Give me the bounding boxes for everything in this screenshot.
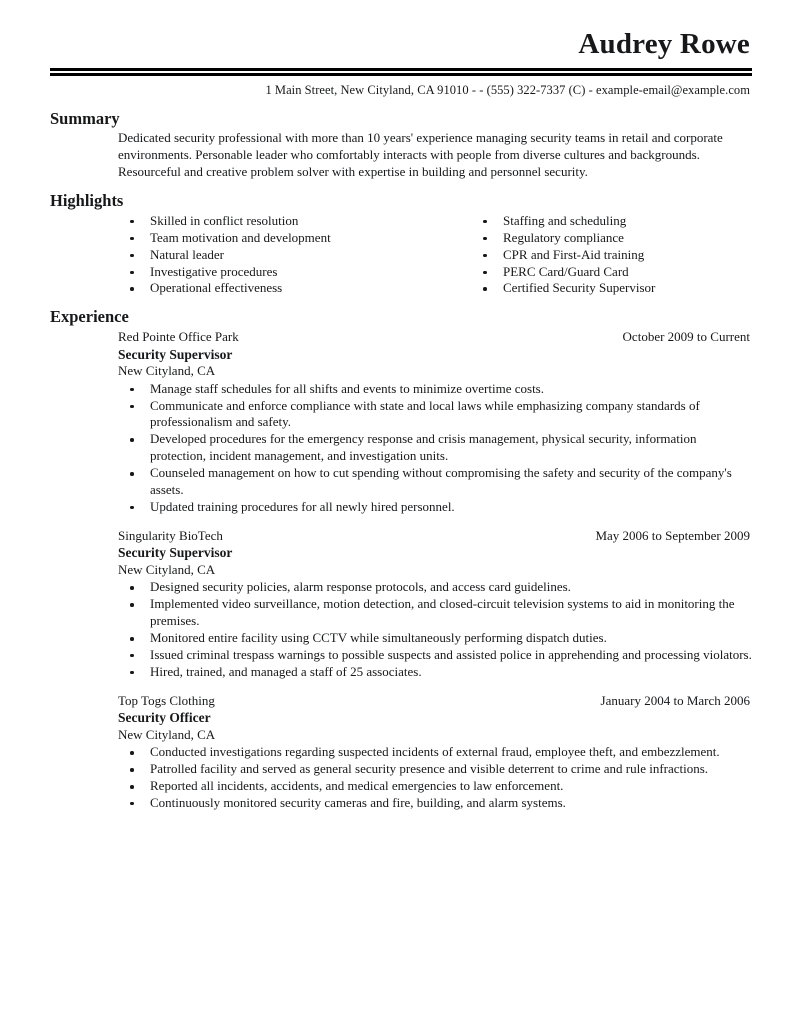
summary-section — [50, 109, 752, 181]
experience-entry-topline — [118, 528, 752, 545]
highlights-section — [50, 191, 752, 297]
responsibility-list — [118, 381, 752, 516]
job-location: New Cityland, CA — [118, 363, 216, 378]
job-title: Security Supervisor — [118, 346, 233, 362]
highlights-column-right — [435, 213, 752, 297]
highlights-body — [50, 213, 752, 297]
list-item: Reported all incidents, accidents, and medical emergencies to law enforcement. — [118, 778, 752, 795]
list-item: PERC Card/Guard Card — [471, 264, 752, 281]
list-item: Monitored entire facility using CCTV while simultaneously performing dispatch duties. — [118, 630, 752, 647]
summary-text: Dedicated security professional with more than 10 years' experience managing security teams in retail and corporate environments. Personable leader who comfortably interacts with people from diverse cultures and backgrounds. Resourceful and creative problem solver with expertise in building and personnel security. — [118, 130, 723, 180]
employment-dates: October 2009 to Current — [622, 329, 750, 345]
header-divider-bottom-rule — [50, 73, 752, 76]
experience-entry-topline — [118, 693, 752, 710]
resume-header — [50, 28, 752, 99]
list-item: Patrolled facility and served as general security presence and visible deterrent to crime and rule infractions. — [118, 761, 752, 778]
highlights-columns — [118, 213, 752, 297]
list-item: Conducted investigations regarding suspected incidents of external fraud, employee theft, and embezzlement. — [118, 744, 752, 761]
list-item: Designed security policies, alarm response protocols, and access card guidelines. — [118, 579, 752, 596]
list-item: Natural leader — [118, 247, 435, 264]
experience-entry — [118, 528, 752, 681]
list-item: Updated training procedures for all newly hired personnel. — [118, 499, 752, 516]
employment-dates: January 2004 to March 2006 — [600, 692, 750, 708]
header-divider — [50, 68, 752, 76]
summary-body — [50, 130, 752, 181]
employer-name: Singularity BioTech — [118, 527, 223, 543]
experience-entry-topline — [118, 329, 752, 346]
job-title: Security Supervisor — [118, 545, 233, 561]
job-title: Security Officer — [118, 710, 211, 726]
employer-name: Top Togs Clothing — [118, 692, 215, 708]
candidate-name: Audrey Rowe — [578, 28, 750, 60]
experience-section — [50, 307, 752, 811]
summary-heading: Summary — [50, 108, 120, 128]
list-item: Hired, trained, and managed a staff of 25 associates. — [118, 664, 752, 681]
highlights-list-left — [118, 213, 435, 297]
responsibility-list — [118, 579, 752, 680]
list-item: Manage staff schedules for all shifts and events to minimize overtime costs. — [118, 381, 752, 398]
list-item: Counseled management on how to cut spending without compromising the safety and security of the company's assets. — [118, 465, 752, 499]
list-item: Operational effectiveness — [118, 280, 435, 297]
responsibility-list — [118, 744, 752, 812]
list-item: Staffing and scheduling — [471, 213, 752, 230]
list-item: Issued criminal trespass warnings to possible suspects and assisted police in apprehending and processing violators. — [118, 647, 752, 664]
list-item: Communicate and enforce compliance with state and local laws while emphasizing company standards of professionalism and safety. — [118, 398, 752, 432]
experience-body — [50, 329, 752, 812]
list-item: Skilled in conflict resolution — [118, 213, 435, 230]
employment-dates: May 2006 to September 2009 — [595, 527, 750, 543]
list-item: Developed procedures for the emergency response and crisis management, physical security, information protection, incident management, and investigation units. — [118, 431, 752, 465]
highlights-heading: Highlights — [50, 191, 124, 211]
highlights-list-right — [471, 213, 752, 297]
job-location: New Cityland, CA — [118, 561, 216, 577]
job-location: New Cityland, CA — [118, 726, 216, 742]
employer-name: Red Pointe Office Park — [118, 329, 239, 345]
list-item: Regulatory compliance — [471, 230, 752, 247]
experience-entry — [118, 329, 752, 516]
experience-heading: Experience — [50, 307, 129, 327]
contact-info: 1 Main Street, New Cityland, CA 91010 - - (555) 322-7337 (C) - example-email@example.com — [265, 83, 750, 98]
list-item: Investigative procedures — [118, 264, 435, 281]
list-item: Team motivation and development — [118, 230, 435, 247]
list-item: Continuously monitored security cameras and fire, building, and alarm systems. — [118, 795, 752, 812]
highlights-column-left — [118, 213, 435, 297]
list-item: Implemented video surveillance, motion detection, and closed-circuit television systems to aid in monitoring the premises. — [118, 596, 752, 630]
list-item: CPR and First-Aid training — [471, 247, 752, 264]
experience-entry — [118, 693, 752, 812]
list-item: Certified Security Supervisor — [471, 280, 752, 297]
